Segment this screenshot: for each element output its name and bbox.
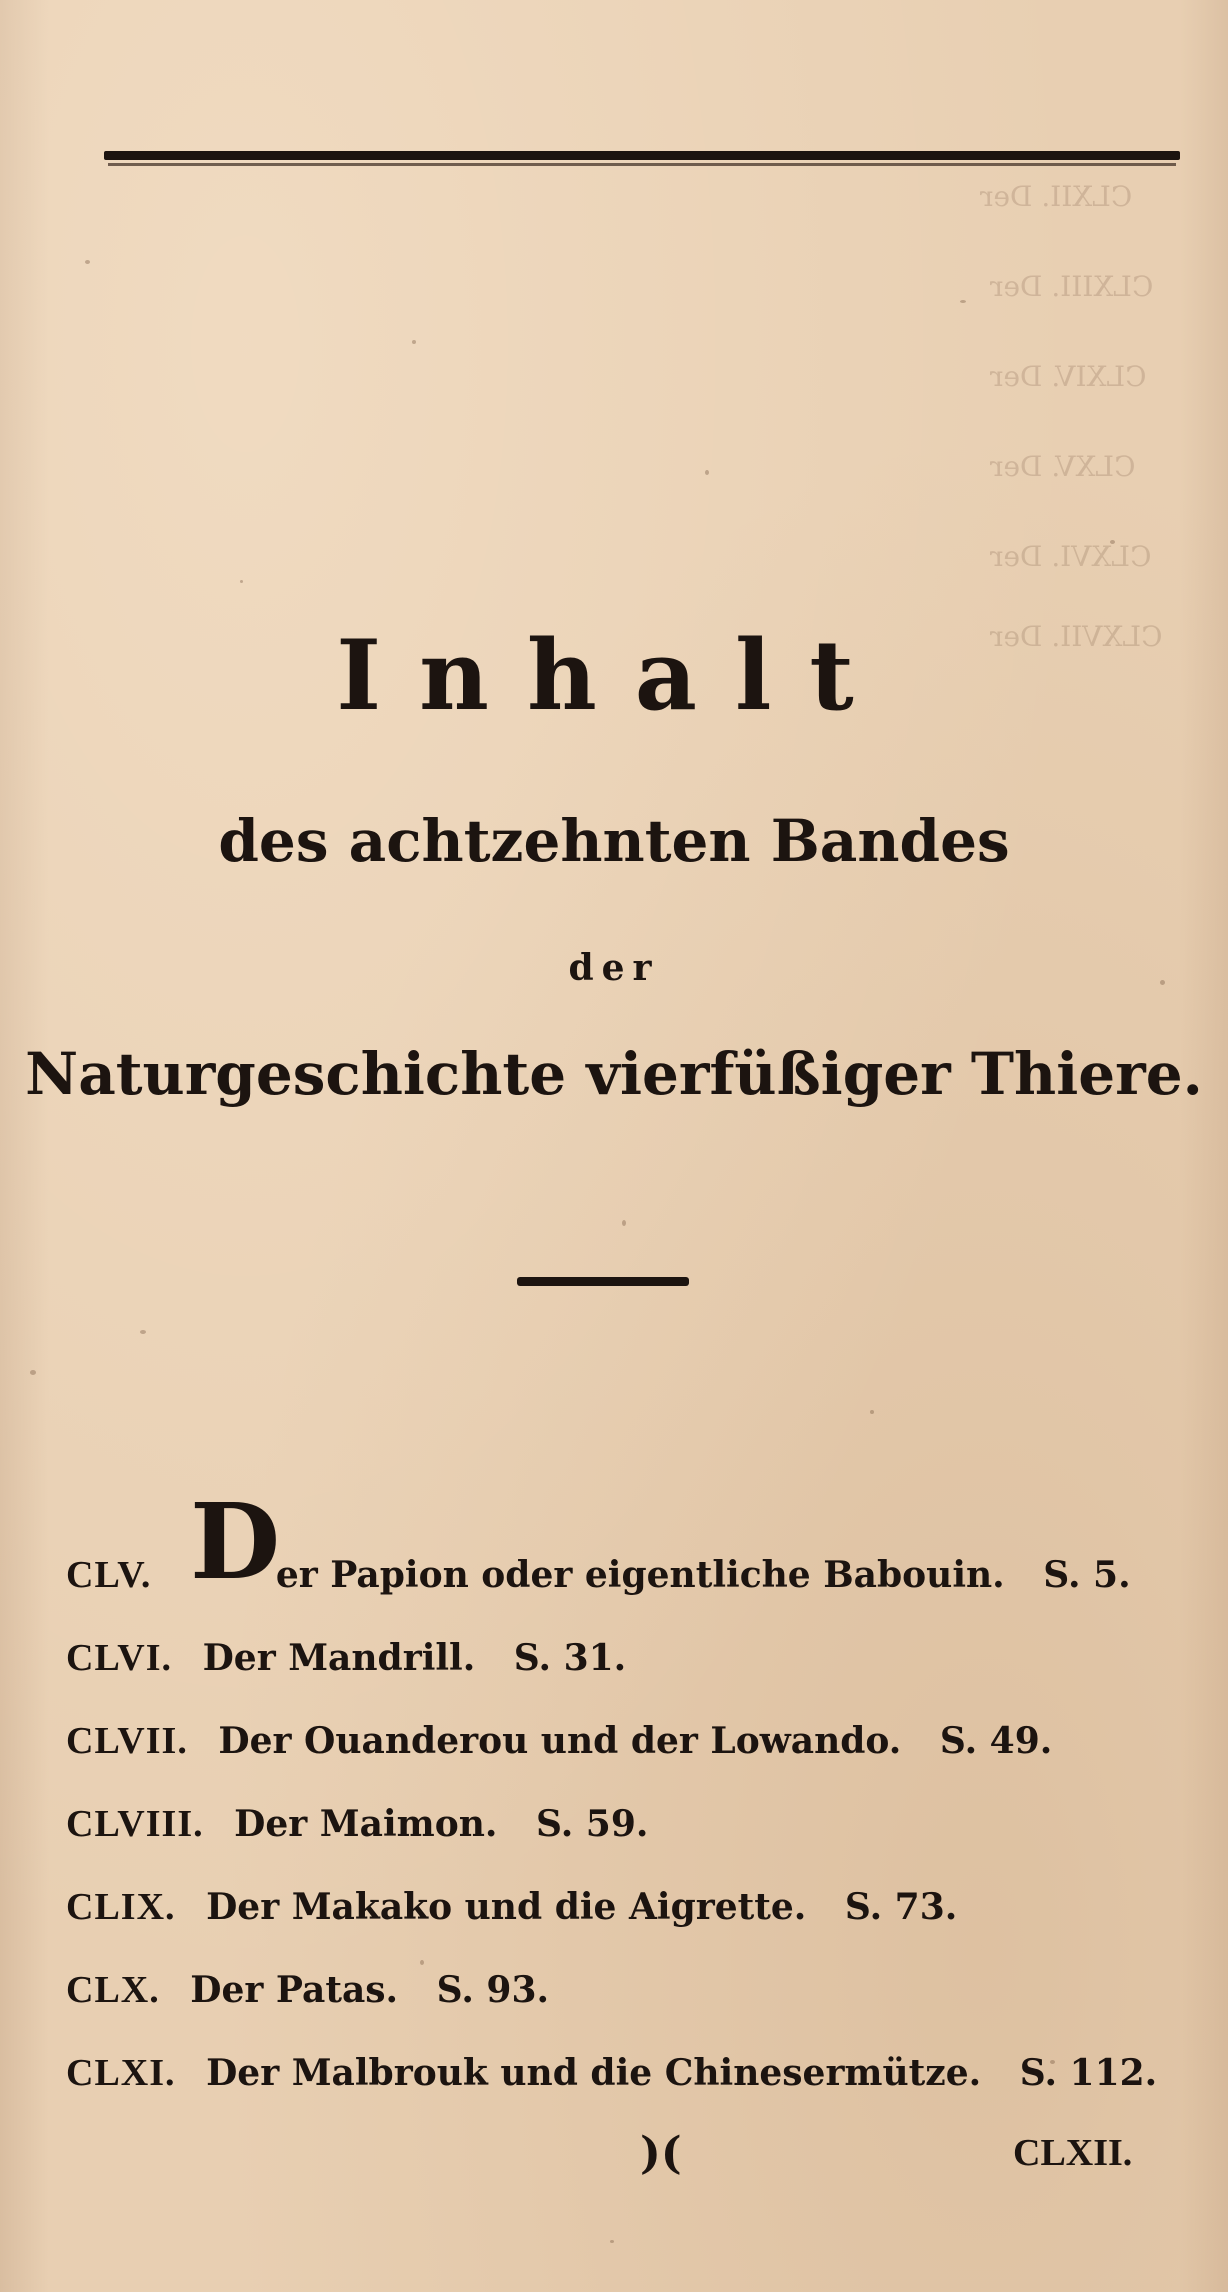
paper-speck <box>622 1220 626 1226</box>
catchword: CLXII. <box>1013 2132 1133 2174</box>
paper-speck <box>412 340 416 344</box>
toc-entry-number: CLV. <box>66 1554 152 1596</box>
paper-speck <box>85 260 90 264</box>
toc-entry-title: er Papion oder eigentliche Babouin. <box>275 1554 1005 1596</box>
subtitle-line-1: des achtzehnten Bandes <box>218 807 1010 875</box>
paper-speck <box>240 580 243 583</box>
toc-entry-page: S. 31. <box>513 1637 627 1679</box>
toc-entry <box>66 1711 1052 1771</box>
bleed-through-text: CLXIII. Der <box>990 270 1154 303</box>
section-divider <box>517 1277 689 1286</box>
toc-entry-number: CLIX. <box>66 1886 176 1928</box>
paper-speck <box>30 1370 36 1375</box>
paper-speck <box>140 1330 146 1334</box>
toc-entry-title: Der Patas. <box>190 1969 399 2011</box>
toc-entry-title: Der Malbrouk und die Chinesermütze. <box>206 2052 982 2094</box>
toc-entry-number: CLVI. <box>66 1637 173 1679</box>
toc-entry-number: CLX. <box>66 1969 160 2011</box>
bleed-through-text: CLXIV. Der <box>990 360 1147 393</box>
toc-entry-page: S. 49. <box>939 1720 1053 1762</box>
toc-entry <box>66 1877 957 1937</box>
paper-speck <box>870 1410 874 1414</box>
toc-entry-title: Der Mandrill. <box>202 1637 476 1679</box>
page-title: Inhalt <box>336 619 892 732</box>
drop-cap: D <box>190 1480 281 1603</box>
toc-entry-title: Der Makako und die Aigrette. <box>206 1886 807 1928</box>
top-rule-thin <box>108 163 1176 166</box>
top-rule <box>104 151 1180 160</box>
toc-entry <box>66 1960 549 2020</box>
toc-entry-title: Der Ouanderou und der Lowando. <box>218 1720 902 1762</box>
bleed-through-text: CLXVI. Der <box>990 540 1152 573</box>
signature-mark: )( <box>640 2128 682 2179</box>
toc-entry <box>66 1545 1131 1605</box>
subtitle-line-3: Naturgeschichte vierfüßiger Thiere. <box>25 1040 1203 1108</box>
toc-entry-number: CLVIII. <box>66 1803 204 1845</box>
toc-entry-page: S. 59. <box>536 1803 649 1845</box>
toc-entry-page: S. 112. <box>1019 2052 1158 2094</box>
toc-entry-title: Der Maimon. <box>234 1803 498 1845</box>
bleed-through-text: CLXV. Der <box>990 450 1136 483</box>
toc-entry-number: CLXI. <box>66 2052 176 2094</box>
subtitle-line-2: der <box>568 947 660 989</box>
paper-speck <box>610 2240 614 2243</box>
toc-entry <box>66 2043 1157 2103</box>
paper-speck <box>960 300 966 303</box>
paper-speck <box>705 470 709 475</box>
toc-entry-page: S. 93. <box>436 1969 550 2011</box>
toc-entry-page: S. 73. <box>844 1886 958 1928</box>
bleed-through-text: CLXVII. Der <box>990 620 1163 653</box>
toc-entry <box>66 1628 626 1688</box>
toc-entry <box>66 1794 648 1854</box>
toc-entry-number: CLVII. <box>66 1720 188 1762</box>
bleed-through-text: CLXII. Der <box>980 180 1133 213</box>
toc-entry-page: S. 5. <box>1043 1554 1131 1596</box>
